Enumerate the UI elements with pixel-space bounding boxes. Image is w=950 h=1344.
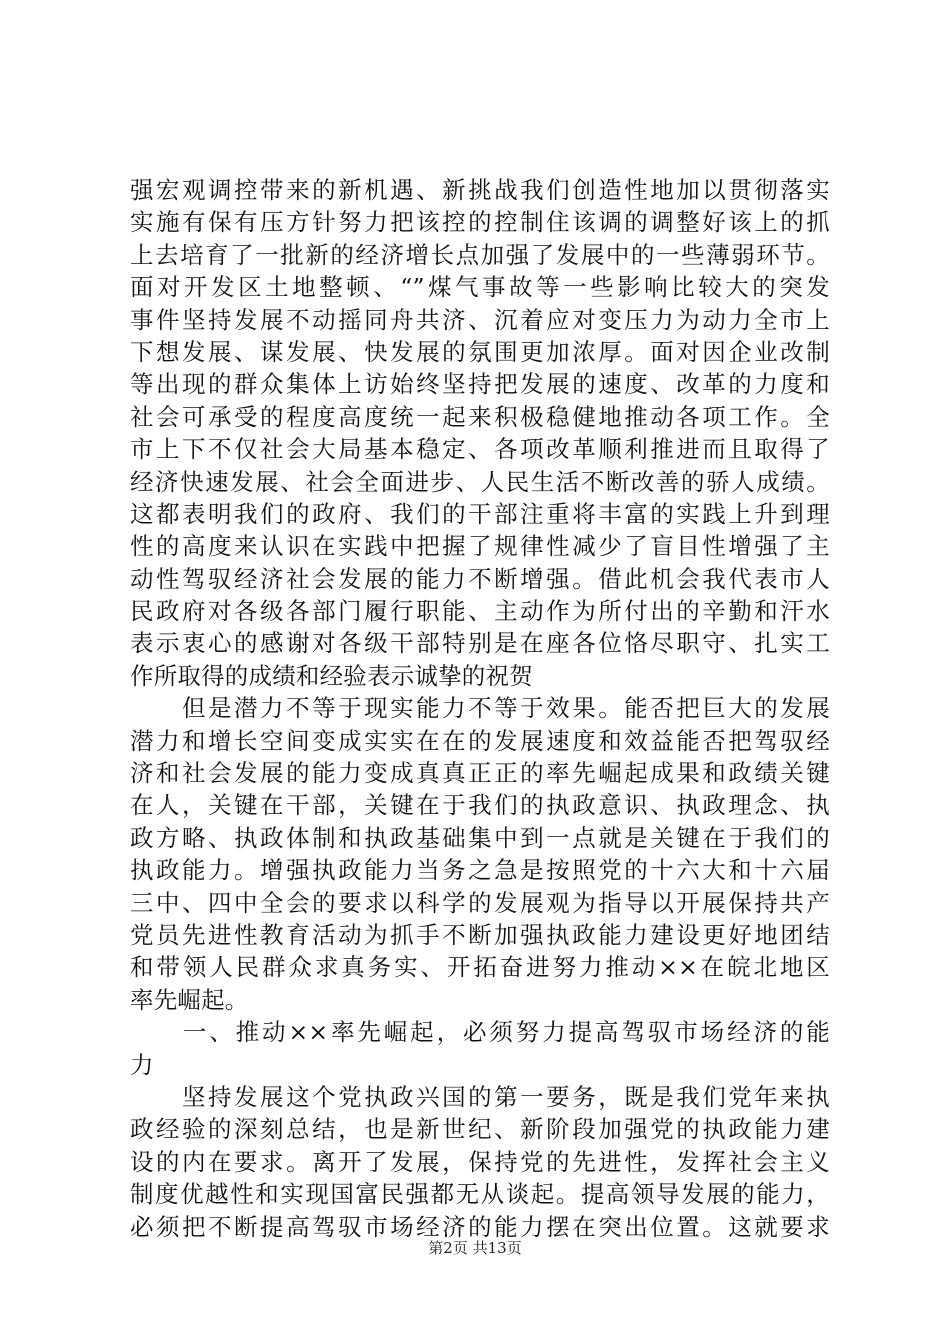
text-line: 表示衷心的感谢对各级干部特别是在座各位恪尽职守、扎实工: [130, 629, 830, 658]
text-line: 但是潜力不等于现实能力不等于效果。能否把巨大的发展: [130, 694, 830, 723]
text-line: 下想发展、谋发展、快发展的氛围更加浓厚。面对因企业改制: [130, 337, 830, 366]
text-line: 必须把不断提高驾驭市场经济的能力摆在突出位置。这就要求: [130, 1212, 830, 1241]
page-number-label: 第2页 共13页: [428, 1239, 522, 1257]
text-line: 这都表明我们的政府、我们的干部注重将丰富的实践上升到理: [130, 499, 830, 528]
text-line: 动性驾驭经济社会发展的能力不断增强。借此机会我代表市人: [130, 564, 830, 593]
text-line: 政经验的深刻总结，也是新世纪、新阶段加强党的执政能力建: [130, 1115, 830, 1144]
text-line: 制度优越性和实现国富民强都无从谈起。提高领导发展的能力，: [130, 1180, 830, 1209]
text-line: 事件坚持发展不动摇同舟共济、沉着应对变压力为动力全市上: [130, 305, 830, 334]
text-line: 强宏观调控带来的新机遇、新挑战我们创造性地加以贯彻落实: [130, 176, 830, 204]
text-line: 一、推动××率先崛起，必须努力提高驾驭市场经济的能: [130, 1018, 830, 1047]
text-line: 和带领人民群众求真务实、开拓奋进努力推动××在皖北地区: [130, 953, 830, 982]
text-line: 政方略、执政体制和执政基础集中到一点就是关键在于我们的: [130, 823, 830, 852]
text-line: 上去培育了一批新的经济增长点加强了发展中的一些薄弱环节。: [130, 240, 830, 269]
text-line: 力: [130, 1050, 154, 1079]
text-line: 党员先进性教育活动为抓手不断加强执政能力建设更好地团结: [130, 920, 830, 949]
text-line: 率先崛起。: [130, 985, 249, 1014]
text-line: 在人，关键在干部，关键在于我们的执政意识、执政理念、执: [130, 791, 830, 820]
text-line: 性的高度来认识在实践中把握了规律性减少了盲目性增强了主: [130, 532, 830, 561]
text-line: 经济快速发展、社会全面进步、人民生活不断改善的骄人成绩。: [130, 467, 830, 496]
page-footer: [0, 1237, 950, 1258]
text-line: 市上下不仅社会大局基本稳定、各项改革顺利推进而且取得了: [130, 435, 830, 464]
text-line: 社会可承受的程度高度统一起来积极稳健地推动各项工作。全: [130, 402, 830, 431]
text-line: 执政能力。增强执政能力当务之急是按照党的十六大和十六届: [130, 856, 830, 885]
text-line: 潜力和增长空间变成实实在在的发展速度和效益能否把驾驭经: [130, 726, 830, 755]
text-line: 实施有保有压方针努力把该控的控制住该调的调整好该上的抓: [130, 208, 830, 237]
text-line: 民政府对各级各部门履行职能、主动作为所付出的辛勤和汗水: [130, 597, 830, 626]
document-body: [130, 174, 830, 1243]
text-line: 作所取得的成绩和经验表示诚挚的祝贺: [130, 661, 533, 690]
text-line: 三中、四中全会的要求以科学的发展观为指导以开展保持共产: [130, 888, 830, 917]
text-line: 设的内在要求。离开了发展，保持党的先进性，发挥社会主义: [130, 1147, 830, 1176]
text-line: 面对开发区土地整顿、“”煤气事故等一些影响比较大的突发: [130, 273, 830, 302]
text-line: 等出现的群众集体上访始终坚持把发展的速度、改革的力度和: [130, 370, 830, 399]
text-line: 济和社会发展的能力变成真真正正的率先崛起成果和政绩关键: [130, 759, 830, 788]
text-line: 坚持发展这个党执政兴国的第一要务，既是我们党年来执: [130, 1082, 830, 1111]
